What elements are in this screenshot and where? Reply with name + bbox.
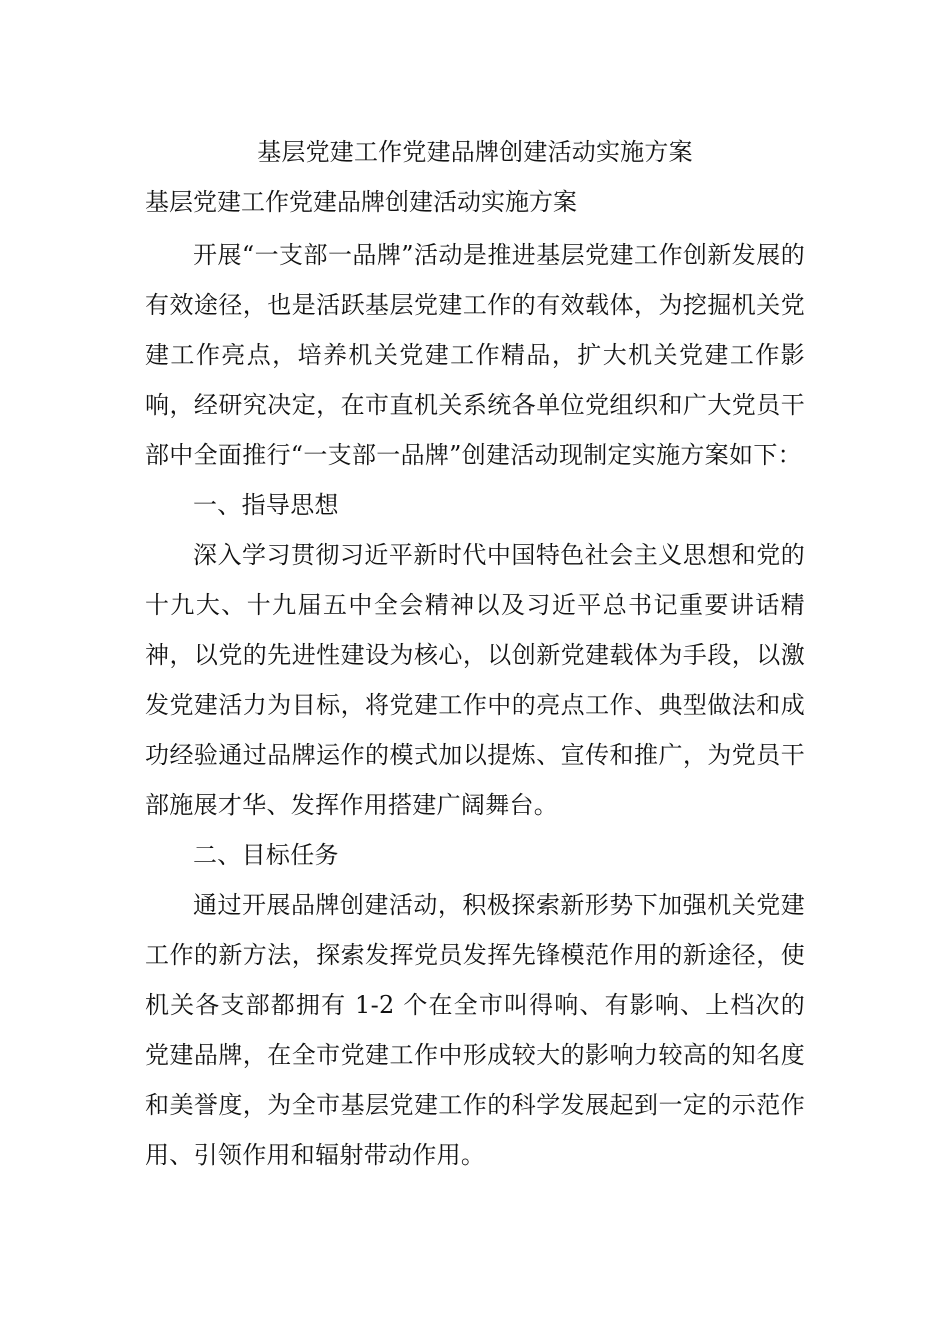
intro-paragraph: 开展“一支部一品牌”活动是推进基层党建工作创新发展的有效途径，也是活跃基层党建工作的有效载体，为挖掘机关党建工作亮点，培养机关党建工作精品，扩大机关党建工作影响，经研究决定，在市直机关系统各单位党组织和广大党员干部中全面推行“一支部一品牌”创建活动现制定实施方案如下： — [145, 241, 805, 469]
section-heading-goals-tasks: 二、目标任务 — [193, 841, 339, 869]
document-title: 基层党建工作党建品牌创建活动实施方案 — [257, 138, 693, 166]
section-heading-guiding-ideology: 一、指导思想 — [193, 491, 339, 519]
section-paragraph-goals-tasks: 通过开展品牌创建活动，积极探索新形势下加强机关党建工作的新方法，探索发挥党员发挥先锋模范作用的新途径，使机关各支部都拥有 1-2 个在全市叫得响、有影响、上档次的党建品牌，在全市党建工作中形成较大的影响力较高的知名度和美誉度，为全市基层党建工作的科学发展起到一定的示范作用、引领作用和辐射带动作用。 — [145, 891, 805, 1169]
document-subtitle: 基层党建工作党建品牌创建活动实施方案 — [145, 188, 577, 216]
section-paragraph-guiding-ideology: 深入学习贯彻习近平新时代中国特色社会主义思想和党的十九大、十九届五中全会精神以及习近平总书记重要讲话精神，以党的先进性建设为核心，以创新党建载体为手段，以激发党建活力为目标，将党建工作中的亮点工作、典型做法和成功经验通过品牌运作的模式加以提炼、宣传和推广，为党员干部施展才华、发挥作用搭建广阔舞台。 — [145, 541, 805, 819]
document-body — [145, 230, 805, 1180]
